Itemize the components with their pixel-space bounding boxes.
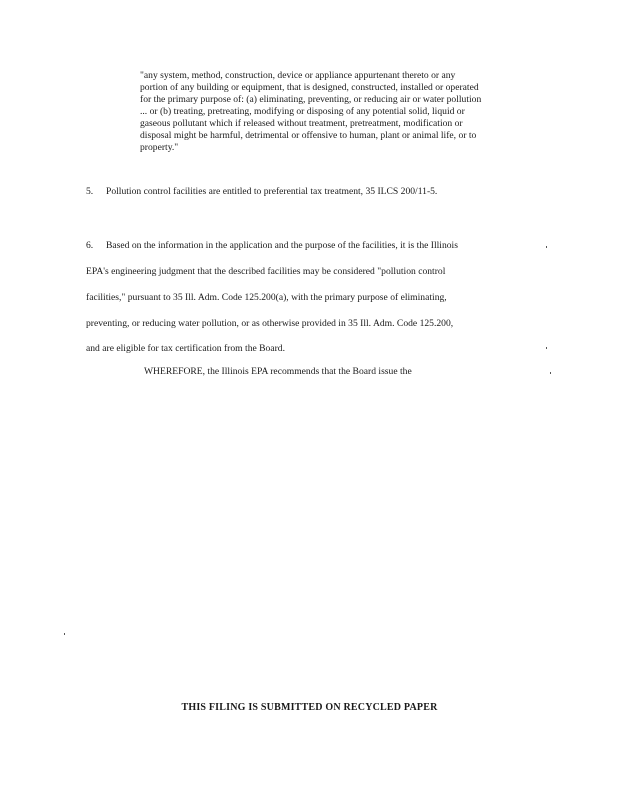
paragraph-line: facilities," pursuant to 35 Ill. Adm. Code 125.200(a), with the primary purpose of eliminating, (86, 292, 447, 303)
quote-line: for the primary purpose of: (a) eliminating, preventing, or reducing air or water pollution (140, 94, 482, 105)
paragraph-number: 5. (86, 186, 94, 197)
paragraph-line (86, 240, 458, 251)
wherefore-clause: WHEREFORE, the Illinois EPA recommends that the Board issue the (144, 366, 412, 377)
quote-line: gaseous pollutant which if released without treatment, pretreatment, modification or (140, 118, 463, 129)
paragraph-line: and are eligible for tax certification from the Board. (86, 343, 285, 354)
recycled-paper-footer: THIS FILING IS SUBMITTED ON RECYCLED PAPER (181, 702, 438, 713)
paragraph-line-text: Based on the information in the application and the purpose of the facilities, it is the Illinois (106, 240, 458, 251)
paragraph-5 (86, 186, 546, 198)
paragraph-line: preventing, or reducing water pollution, or as otherwise provided in 35 Ill. Adm. Code 125.200, (86, 318, 454, 329)
quote-line: disposal might be harmful, detrimental or offensive to human, plant or animal life, or to (140, 130, 477, 141)
quote-line: portion of any building or equipment, that is designed, constructed, installed or operated (140, 82, 479, 93)
paragraph-number: 6. (86, 240, 94, 251)
paragraph-text: Pollution control facilities are entitled to preferential tax treatment, 35 ILCS 200/11-5. (106, 186, 438, 197)
statutory-definition-quote (140, 70, 540, 154)
paragraph-line: EPA's engineering judgment that the described facilities may be considered "pollution control (86, 266, 446, 277)
quote-line: property." (140, 142, 179, 153)
quote-line: "any system, method, construction, device or appliance appurtenant thereto or any (140, 70, 456, 81)
scan-artifact-mark (546, 246, 547, 248)
quote-line: ... or (b) treating, pretreating, modifying or disposing of any potential solid, liquid or (140, 106, 465, 117)
scan-artifact-mark (546, 347, 547, 349)
scan-artifact-mark (550, 372, 551, 374)
scan-artifact-mark (64, 633, 65, 635)
